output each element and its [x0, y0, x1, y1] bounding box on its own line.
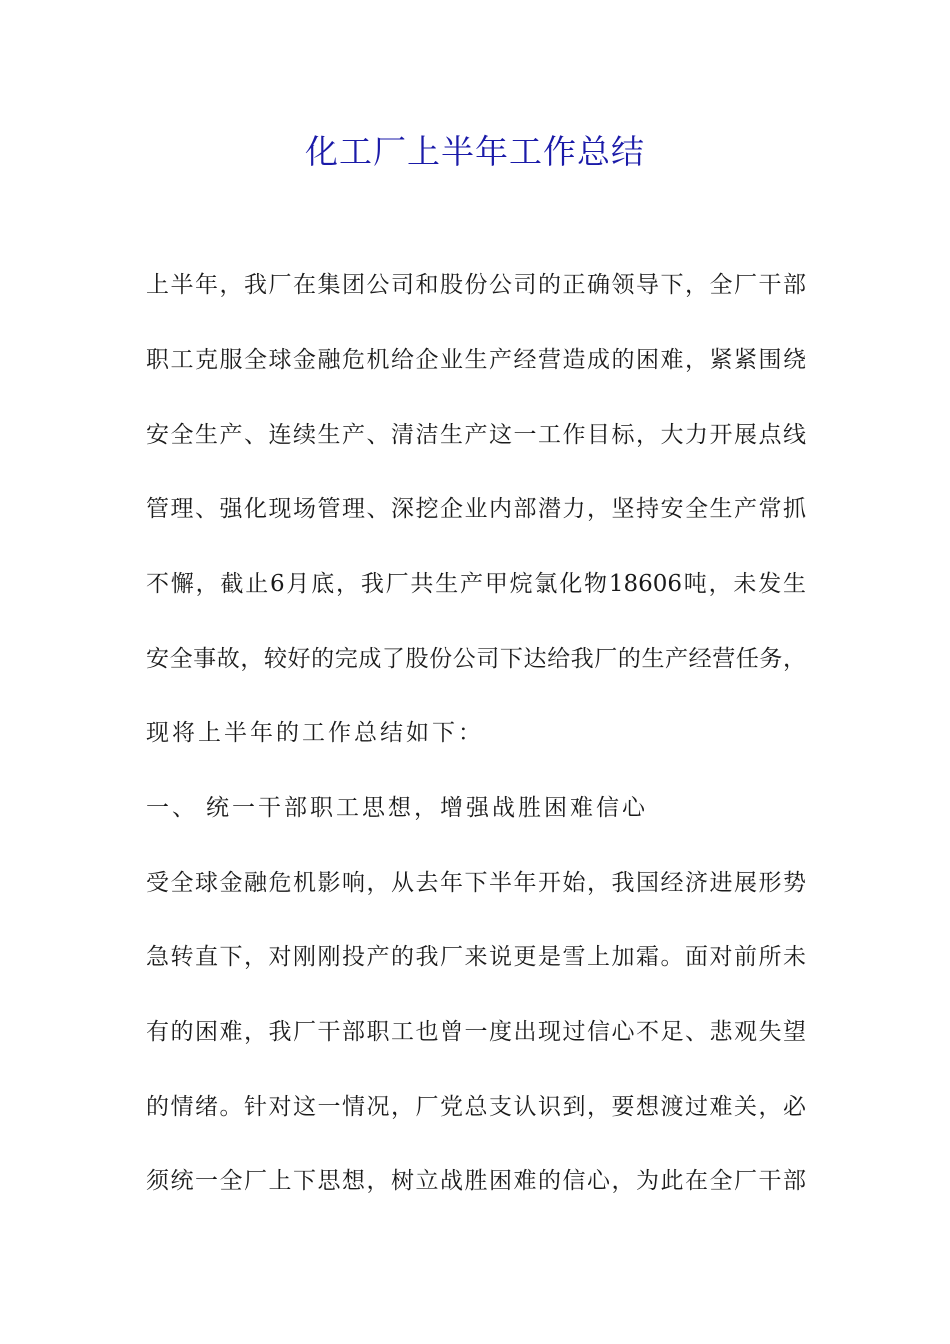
- text-line: 有的困难，我厂干部职工也曾一度出现过信心不足、悲观失望: [146, 1019, 806, 1045]
- text-line: 安全生产、连续生产、清洁生产这一工作目标，大力开展点线: [146, 422, 806, 448]
- section-heading-text: 统一干部职工思想，增强战胜困难信心: [206, 795, 648, 821]
- section-heading: [146, 793, 806, 823]
- text-line: 现将上半年的工作总结如下：: [146, 720, 484, 746]
- text-line: 职工克服全球金融危机给企业生产经营造成的困难，紧紧围绕: [146, 347, 806, 373]
- section-heading-number: 一、: [146, 795, 198, 821]
- text-line: 安全事故，较好的完成了股份公司下达给我厂的生产经营任务，: [146, 646, 806, 672]
- text-line: 须统一全厂上下思想，树立战胜困难的信心，为此在全厂干部: [146, 1168, 806, 1194]
- document-title: 化工厂上半年工作总结: [305, 132, 645, 171]
- text-line: 不懈，截止6月底，我厂共生产甲烷氯化物18606吨，未发生: [146, 571, 806, 597]
- text-line: 急转直下，对刚刚投产的我厂来说更是雪上加霜。面对前所未: [146, 944, 806, 970]
- text-line: 管理、强化现场管理、深挖企业内部潜力，坚持安全生产常抓: [146, 496, 806, 522]
- text-line: 受全球金融危机影响，从去年下半年开始，我国经济进展形势: [146, 870, 806, 896]
- text-line: 上半年，我厂在集团公司和股份公司的正确领导下，全厂干部: [146, 272, 806, 298]
- text-line: 的情绪。针对这一情况，厂党总支认识到，要想渡过难关，必: [146, 1094, 806, 1120]
